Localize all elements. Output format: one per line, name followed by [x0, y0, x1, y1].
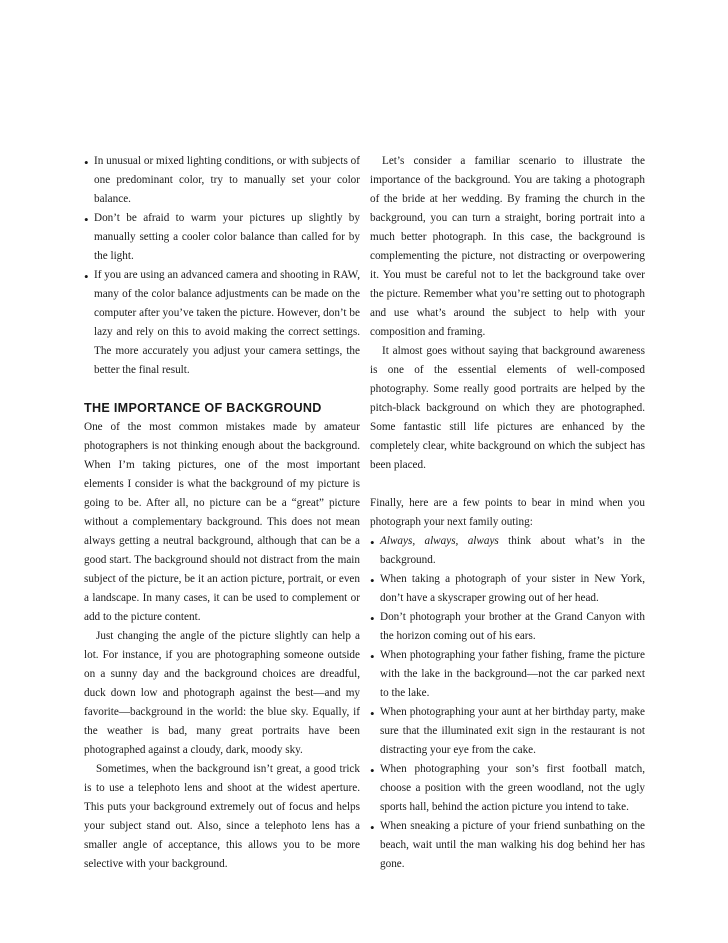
list-item-text: Don’t photograph your brother at the Grand Canyon with the horizon coming out of his ears. — [380, 611, 645, 642]
list-item — [84, 266, 360, 380]
bullet-icon: • — [370, 706, 375, 721]
bullet-icon: • — [84, 155, 89, 170]
list-item — [370, 646, 645, 703]
bullet-icon: • — [370, 820, 375, 835]
list-item — [84, 152, 360, 209]
list-item-text: When photographing your son’s first football match, choose a position with the green woodland, not the ugly sports hall, behind the action picture you intend to take. — [380, 763, 645, 813]
list-item — [370, 760, 645, 817]
list-item-text: When photographing your father fishing, frame the picture with the lake in the background—not the car parked next to the lake. — [380, 649, 645, 699]
list-item — [370, 570, 645, 608]
bullet-icon: • — [84, 212, 89, 227]
list-item-text: Don’t be afraid to warm your pictures up slightly by manually setting a cooler color balance than called for by the light. — [94, 212, 360, 262]
list-item — [84, 209, 360, 266]
body-paragraph: One of the most common mistakes made by amateur photographers is not thinking enough about the background. When I’m taking pictures, one of the most important elements I consider is what the background of my picture is going to be. After all, no picture can be a “great” picture without a complementary background. This does not mean always getting a neutral background, although that can be a good start. The background should not distract from the main subject of the picture, be it an action picture, portrait, or even a landscape. In many cases, it can be used to complement or add to the picture content. — [84, 421, 360, 623]
family-outing-tips-list — [370, 532, 645, 874]
right-column — [370, 152, 645, 874]
body-paragraph: Let’s consider a familiar scenario to illustrate the importance of the background. You are taking a photograph of the bride at her wedding. By framing the church in the background, you can turn a straight, boring portrait into a much better photograph. In this case, the background is complementing the picture, not distracting or overpowering it. You must be careful not to let the background take over the picture. Remember what you’re setting out to photograph and use what’s around the subject to help with your composition and framing. — [370, 155, 645, 338]
list-item — [370, 532, 645, 570]
bullet-icon: • — [370, 763, 375, 778]
list-intro: Finally, here are a few points to bear in mind when you photograph your next family outing: — [370, 497, 645, 528]
section-heading: THE IMPORTANCE OF BACKGROUND — [84, 401, 322, 415]
list-item-text: If you are using an advanced camera and shooting in RAW, many of the color balance adjustments can be made on the computer after you’ve taken the picture. However, don’t be lazy and rely on this to avoid making the correct settings. The more accurately you adjust your camera settings, the better the final result. — [94, 269, 360, 376]
list-item-text: When photographing your aunt at her birthday party, make sure that the illuminated exit sign in the restaurant is not distracting your eye from the cake. — [380, 706, 645, 756]
list-item-text: When sneaking a picture of your friend sunbathing on the beach, wait until the man walking his dog behind her has gone. — [380, 820, 645, 870]
list-item-text: When taking a photograph of your sister in New York, don’t have a skyscraper growing out of her head. — [380, 573, 645, 604]
bullet-icon: • — [370, 535, 375, 550]
bullet-icon: • — [370, 573, 375, 588]
left-column — [84, 152, 360, 874]
bullet-icon: • — [370, 611, 375, 626]
color-balance-tips-list — [84, 152, 360, 380]
list-item — [370, 703, 645, 760]
body-paragraph: Sometimes, when the background isn’t great, a good trick is to use a telephoto lens and shoot at the widest aperture. This puts your background extremely out of focus and helps your subject stand out. Also, since a telephoto lens has a smaller angle of acceptance, this allows you to be more selective with your background. — [84, 763, 360, 870]
bullet-icon: • — [370, 649, 375, 664]
bullet-icon: • — [84, 269, 89, 284]
list-item — [370, 608, 645, 646]
list-item-text: In unusual or mixed lighting conditions, or with subjects of one predominant color, try to manually set your color balance. — [94, 155, 360, 205]
emphasis-text: Always, always, always — [380, 535, 499, 547]
list-item-text: think about what’s in the background. — [380, 535, 645, 566]
body-paragraph: Just changing the angle of the picture slightly can help a lot. For instance, if you are photographing someone outside on a sunny day and the background choices are dreadful, duck down low and photograph against the best—and my favorite—background in the world: the blue sky. Equally, if the weather is bad, many great portraits have been photographed against a cloudy, dark, moody sky. — [84, 630, 360, 756]
body-paragraph: It almost goes without saying that background awareness is one of the essential elements of well-composed photography. Some really good portraits are helped by the pitch-black background on which they are photographed. Some fantastic still life pictures are enhanced by the completely clear, white background on which the subject has been placed. — [370, 345, 645, 471]
list-item — [370, 817, 645, 874]
